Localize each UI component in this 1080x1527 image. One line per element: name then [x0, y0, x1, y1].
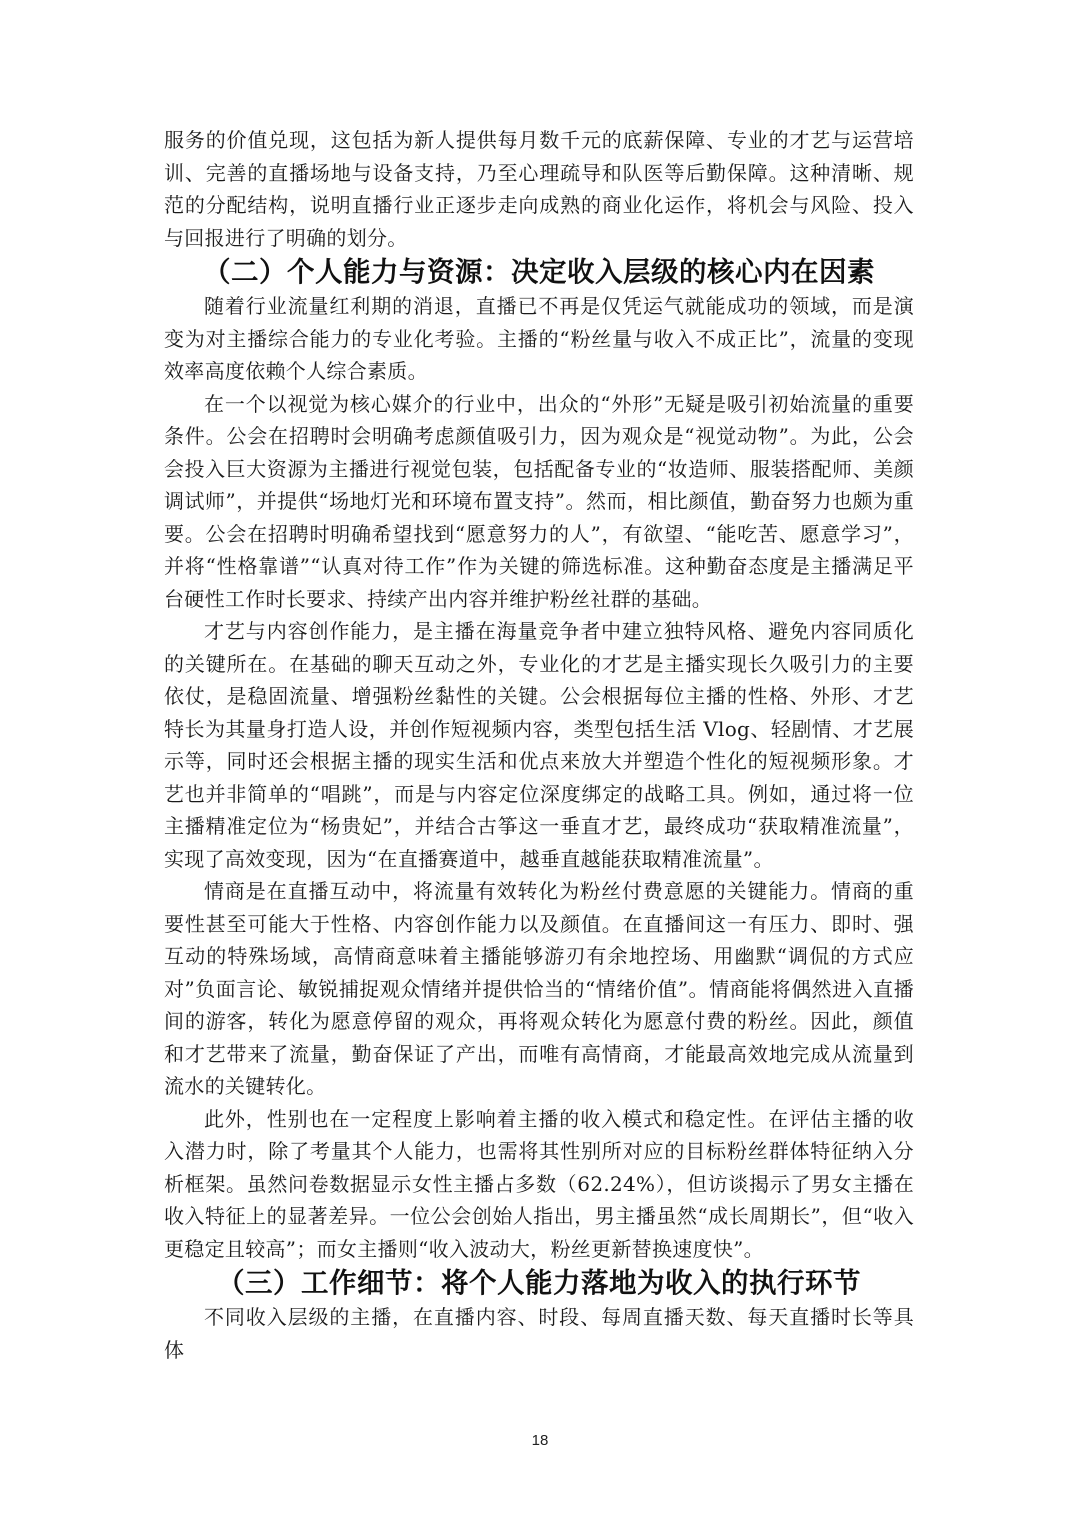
section-heading-3: （三）工作细节：将个人能力落地为收入的执行环节 [217, 1267, 861, 1299]
section2-paragraph-5: 此外，性别也在一定程度上影响着主播的收入模式和稳定性。在评估主播的收入潜力时，除了考量其个人能力，也需将其性别所对应的目标粉丝群体特征纳入分析框架。虽然问卷数据显示女性主播占多数（62.24%），但访谈揭示了男女主播在收入特征上的显著差异。一位公会创始人指出，男主播虽然“成长周期长”，但“收入更稳定且较高”；而女主播则“收入波动大，粉丝更新替换速度快”。 [164, 1106, 914, 1261]
section2-paragraph-2: 在一个以视觉为核心媒介的行业中，出众的“外形”无疑是吸引初始流量的重要条件。公会在招聘时会明确考虑颜值吸引力，因为观众是“视觉动物”。为此，公会会投入巨大资源为主播进行视觉包装，包括配备专业的“妆造师、服装搭配师、美颜调试师”，并提供“场地灯光和环境布置支持”。然而，相比颜值，勤奋努力也颇为重要。公会在招聘时明确希望找到“愿意努力的人”，有欲望、“能吃苦、愿意学习”，并将“性格靠谱”“认真对待工作”作为关键的筛选标准。这种勤奋态度是主播满足平台硬性工作时长要求、持续产出内容并维护粉丝社群的基础。 [164, 391, 914, 611]
section2-paragraph-3: 才艺与内容创作能力，是主播在海量竞争者中建立独特风格、避免内容同质化的关键所在。在基础的聊天互动之外，专业化的才艺是主播实现长久吸引力的主要依仗，是稳固流量、增强粉丝黏性的关键。公会根据每位主播的性格、外形、才艺特长为其量身打造人设，并创作短视频内容，类型包括生活 Vlog、轻剧情、才艺展示等，同时还会根据主播的现实生活和优点来放大并塑造个性化的短视频形象。才艺也并非简单的“唱跳”，而是与内容定位深度绑定的战略工具。例如，通过将一位主播精准定位为“杨贵妃”，并结合古筝这一垂直才艺，最终成功“获取精准流量”，实现了高效变现，因为“在直播赛道中，越垂直越能获取精准流量”。 [164, 619, 914, 871]
page-content [164, 124, 914, 1366]
section2-paragraph-1: 随着行业流量红利期的消退，直播已不再是仅凭运气就能成功的领域，而是演变为对主播综合能力的专业化考验。主播的“粉丝量与收入不成正比”，流量的变现效率高度依赖个人综合素质。 [164, 294, 914, 383]
section2-paragraph-4: 情商是在直播互动中，将流量有效转化为粉丝付费意愿的关键能力。情商的重要性甚至可能大于性格、内容创作能力以及颜值。在直播间这一有压力、即时、强互动的特殊场域，高情商意味着主播能够游刃有余地控场、用幽默“调侃的方式应对”负面言论、敏锐捕捉观众情绪并提供恰当的“情绪价值”。情商能将偶然进入直播间的游客，转化为愿意停留的观众，再将观众转化为愿意付费的粉丝。因此，颜值和才艺带来了流量，勤奋保证了产出，而唯有高情商，才能最高效地完成从流量到流水的关键转化。 [164, 879, 914, 1098]
page-number: 18 [531, 1432, 549, 1449]
section3-paragraph-1: 不同收入层级的主播，在直播内容、时段、每周直播天数、每天直播时长等具体 [164, 1305, 914, 1362]
intro-paragraph: 服务的价值兑现，这包括为新人提供每月数千元的底薪保障、专业的才艺与运营培训、完善的直播场地与设备支持，乃至心理疏导和队医等后勤保障。这种清晰、规范的分配结构，说明直播行业正逐步走向成熟的商业化运作，将机会与风险、投入与回报进行了明确的划分。 [164, 128, 914, 250]
section-heading-2: （二）个人能力与资源：决定收入层级的核心内在因素 [203, 256, 875, 288]
